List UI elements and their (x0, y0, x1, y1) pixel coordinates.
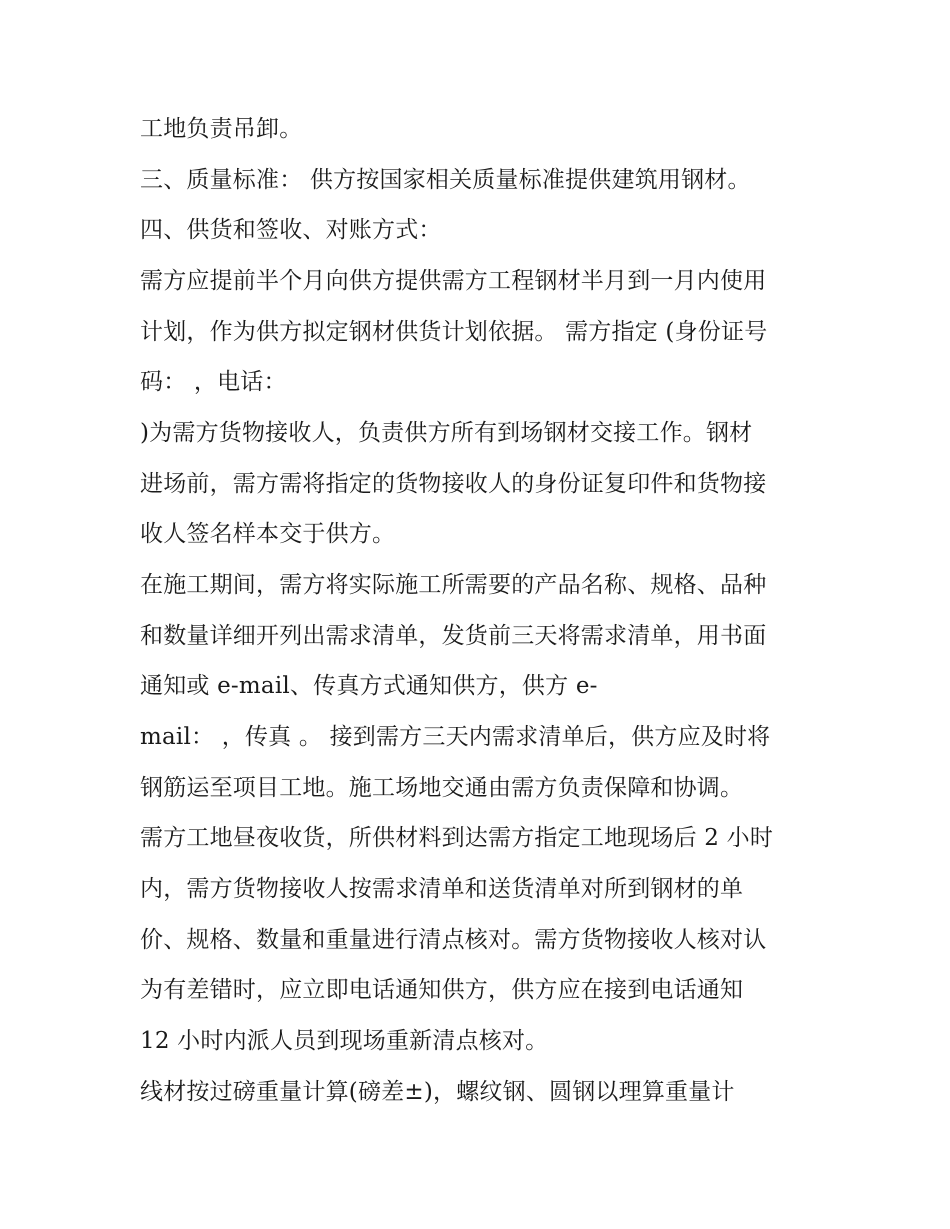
text-line: 线材按过磅重量计算(磅差±)，螺纹钢、圆钢以理算重量计 (140, 1079, 735, 1105)
text-line: 通知或 e-mail、传真方式通知供方，供方 e- (140, 673, 598, 699)
text-line: 需方工地昼夜收货，所供材料到达需方指定工地现场后 2 小时 (140, 825, 774, 851)
text-line: 四、供货和签收、对账方式： (140, 217, 442, 243)
text-line: 内，需方货物接收人按需求清单和送货清单对所到钢材的单 (140, 876, 744, 902)
text-line: 收人签名样本交于供方。 (140, 521, 396, 547)
text-line: 和数量详细开列出需求清单，发货前三天将需求清单，用书面 (140, 623, 767, 649)
text-line: 工地负责吊卸。 (140, 116, 303, 142)
text-line: 需方应提前半个月向供方提供需方工程钢材半月到一月内使用 (140, 268, 767, 294)
text-line: mail： ，传真 。 接到需方三天内需求清单后，供方应及时将 (140, 724, 771, 750)
text-line: 价、规格、数量和重量进行清点核对。需方货物接收人核对认 (140, 927, 767, 953)
text-line: 在施工期间，需方将实际施工所需要的产品名称、规格、品种 (140, 572, 767, 598)
text-line: 三、质量标准： 供方按国家相关质量标准提供建筑用钢材。 (140, 167, 751, 193)
text-line: )为需方货物接收人，负责供方所有到场钢材交接工作。钢材 (140, 420, 753, 446)
text-line: 为有差错时，应立即电话通知供方，供方应在接到电话通知 (140, 977, 744, 1003)
text-line: 进场前，需方需将指定的货物接收人的身份证复印件和货物接 (140, 471, 767, 497)
text-line: 码： ，电话： (140, 369, 287, 395)
text-line: 12 小时内派人员到现场重新清点核对。 (140, 1028, 549, 1054)
text-line: 计划，作为供方拟定钢材供货计划依据。 需方指定 (身份证号 (140, 319, 768, 345)
text-line: 钢筋运至项目工地。施工场地交通由需方负责保障和协调。 (140, 775, 744, 801)
